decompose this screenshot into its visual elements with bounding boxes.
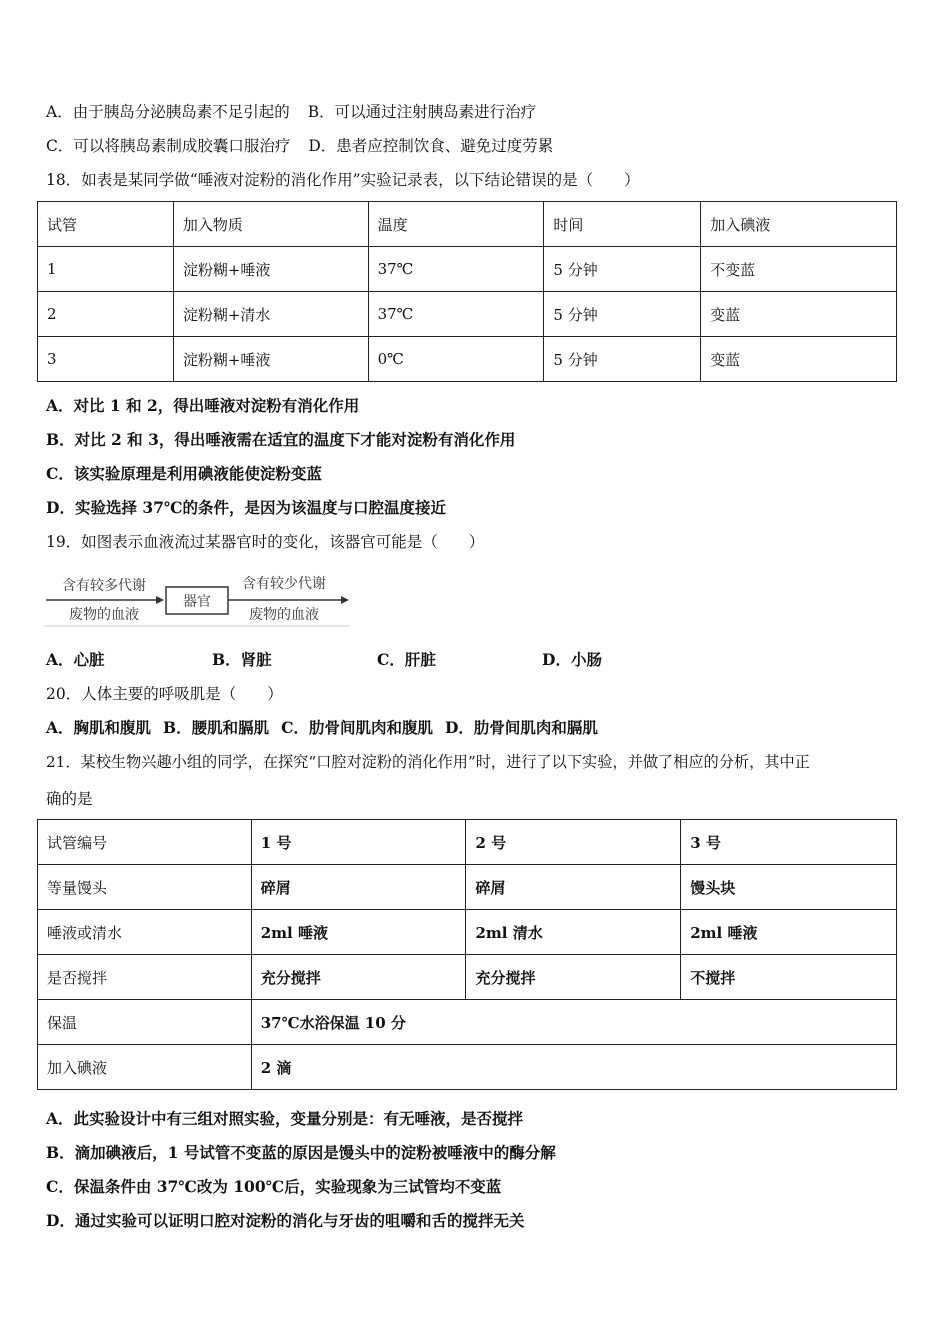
- table-cell: 5 分钟: [544, 337, 701, 382]
- table-row: [38, 247, 897, 292]
- table-header-cell: 温度: [368, 202, 544, 247]
- table-cell: 充分搅拌: [466, 955, 681, 1000]
- table-cell: 变蓝: [701, 292, 897, 337]
- table-cell: 淀粉糊+唾液: [173, 247, 368, 292]
- q19-option-d: D．小肠: [542, 650, 602, 669]
- q19-stem: 19．如图表示血液流过某器官时的变化，该器官可能是（ ）: [46, 533, 485, 551]
- q21-stem-line1: 21．某校生物兴趣小组的同学，在探究“口腔对淀粉的消化作用”时，进行了以下实验，并做了相应的分析，其中正: [46, 753, 810, 771]
- table-row: [38, 1045, 897, 1090]
- table-cell: 2ml 唾液: [251, 910, 466, 955]
- table-cell: 充分搅拌: [251, 955, 466, 1000]
- q21-table: [37, 819, 897, 1090]
- q21-stem-line2: 确的是: [46, 790, 93, 808]
- table-cell: 5 分钟: [544, 292, 701, 337]
- blood-flow-diagram: [44, 572, 352, 628]
- table-row-label: 保温: [38, 1000, 252, 1045]
- table-cell: 馒头块: [681, 865, 897, 910]
- diagram-right-arrowhead: [341, 596, 349, 604]
- diagram-organ-label: 器官: [183, 594, 211, 610]
- q18-option-c: C．该实验原理是利用碘液能使淀粉变蓝: [46, 464, 322, 483]
- table-row-label: 等量馒头: [38, 865, 252, 910]
- table-cell: 2ml 唾液: [681, 910, 897, 955]
- q19-option-c: C．肝脏: [377, 650, 436, 669]
- q18-stem: 18．如表是某同学做“唾液对淀粉的消化作用”实验记录表，以下结论错误的是（ ）: [46, 171, 640, 189]
- q21-option-b: B．滴加碘液后，1 号试管不变蓝的原因是馒头中的淀粉被唾液中的酶分解: [46, 1143, 556, 1162]
- table-cell: 碎屑: [251, 865, 466, 910]
- q17-option-b: B．可以通过注射胰岛素进行治疗: [307, 103, 537, 121]
- table-row-label: 加入碘液: [38, 1045, 252, 1090]
- table-header-cell: 3 号: [681, 820, 897, 865]
- q18-option-d: D．实验选择 37℃的条件，是因为该温度与口腔温度接近: [46, 498, 446, 517]
- table-cell: 37℃: [368, 247, 544, 292]
- q21-option-d: D．通过实验可以证明口腔对淀粉的消化与牙齿的咀嚼和舌的搅拌无关: [46, 1211, 525, 1230]
- table-row: [38, 1000, 897, 1045]
- table-cell: 0℃: [368, 337, 544, 382]
- table-cell: 淀粉糊+唾液: [173, 337, 368, 382]
- table-cell: 淀粉糊+清水: [173, 292, 368, 337]
- q20-option-b: B．腰肌和膈肌: [163, 718, 270, 737]
- table-header-cell: 时间: [544, 202, 701, 247]
- table-header-cell: 1 号: [251, 820, 466, 865]
- table-cell: 不搅拌: [681, 955, 897, 1000]
- table-header-row: [38, 820, 897, 865]
- table-cell: 2ml 清水: [466, 910, 681, 955]
- q21-option-a: A．此实验设计中有三组对照实验，变量分别是：有无唾液，是否搅拌: [46, 1109, 524, 1128]
- q17-option-c: C．可以将胰岛素制成胶囊口服治疗: [46, 137, 291, 155]
- table-row: [38, 955, 897, 1000]
- q20-option-a: A．胸肌和腹肌: [46, 718, 152, 737]
- diagram-right-bottom-label: 废物的血液: [249, 607, 319, 623]
- q17-option-row-ab: [46, 102, 536, 122]
- diagram-left-bottom-label: 废物的血液: [69, 607, 139, 623]
- table-cell: 3: [38, 337, 174, 382]
- q17-option-a: A．由于胰岛分泌胰岛素不足引起的: [46, 103, 290, 121]
- diagram-left-arrowhead: [156, 596, 164, 604]
- table-row-label: 唾液或清水: [38, 910, 252, 955]
- table-row: [38, 910, 897, 955]
- table-row-label: 是否搅拌: [38, 955, 252, 1000]
- table-cell: 2: [38, 292, 174, 337]
- diagram-left-top-label: 含有较多代谢: [62, 578, 146, 594]
- table-row: [38, 292, 897, 337]
- table-cell: 1: [38, 247, 174, 292]
- q20-options-row: [46, 718, 598, 738]
- table-cell: 不变蓝: [701, 247, 897, 292]
- q17-option-row-cd: [46, 136, 553, 156]
- q19-option-b: B．肾脏: [212, 650, 272, 669]
- table-header-cell: 2 号: [466, 820, 681, 865]
- q18-option-b: B．对比 2 和 3，得出唾液需在适宜的温度下才能对淀粉有消化作用: [46, 430, 516, 449]
- table-cell: 5 分钟: [544, 247, 701, 292]
- table-merged-cell: 37℃水浴保温 10 分: [251, 1000, 896, 1045]
- table-header-cell: 试管: [38, 202, 174, 247]
- table-cell: 碎屑: [466, 865, 681, 910]
- q18-option-a: A．对比 1 和 2，得出唾液对淀粉有消化作用: [46, 396, 360, 415]
- q18-table: [37, 201, 897, 382]
- table-header-cell: 加入碘液: [701, 202, 897, 247]
- table-header-cell: 试管编号: [38, 820, 252, 865]
- table-row: [38, 337, 897, 382]
- table-merged-cell: 2 滴: [251, 1045, 896, 1090]
- q20-option-d: D．肋骨间肌肉和膈肌: [444, 718, 598, 737]
- table-header-row: [38, 202, 897, 247]
- table-row: [38, 865, 897, 910]
- diagram-right-top-label: 含有较少代谢: [242, 576, 326, 592]
- q20-stem: 20．人体主要的呼吸肌是（ ）: [46, 685, 283, 703]
- table-cell: 变蓝: [701, 337, 897, 382]
- table-header-cell: 加入物质: [173, 202, 368, 247]
- q19-option-a: A．心脏: [46, 650, 105, 669]
- table-cell: 37℃: [368, 292, 544, 337]
- q20-option-c: C．肋骨间肌肉和腹肌: [281, 718, 433, 737]
- q17-option-d: D．患者应控制饮食、避免过度劳累: [308, 137, 554, 155]
- q21-option-c: C．保温条件由 37℃改为 100℃后，实验现象为三试管均不变蓝: [46, 1177, 502, 1196]
